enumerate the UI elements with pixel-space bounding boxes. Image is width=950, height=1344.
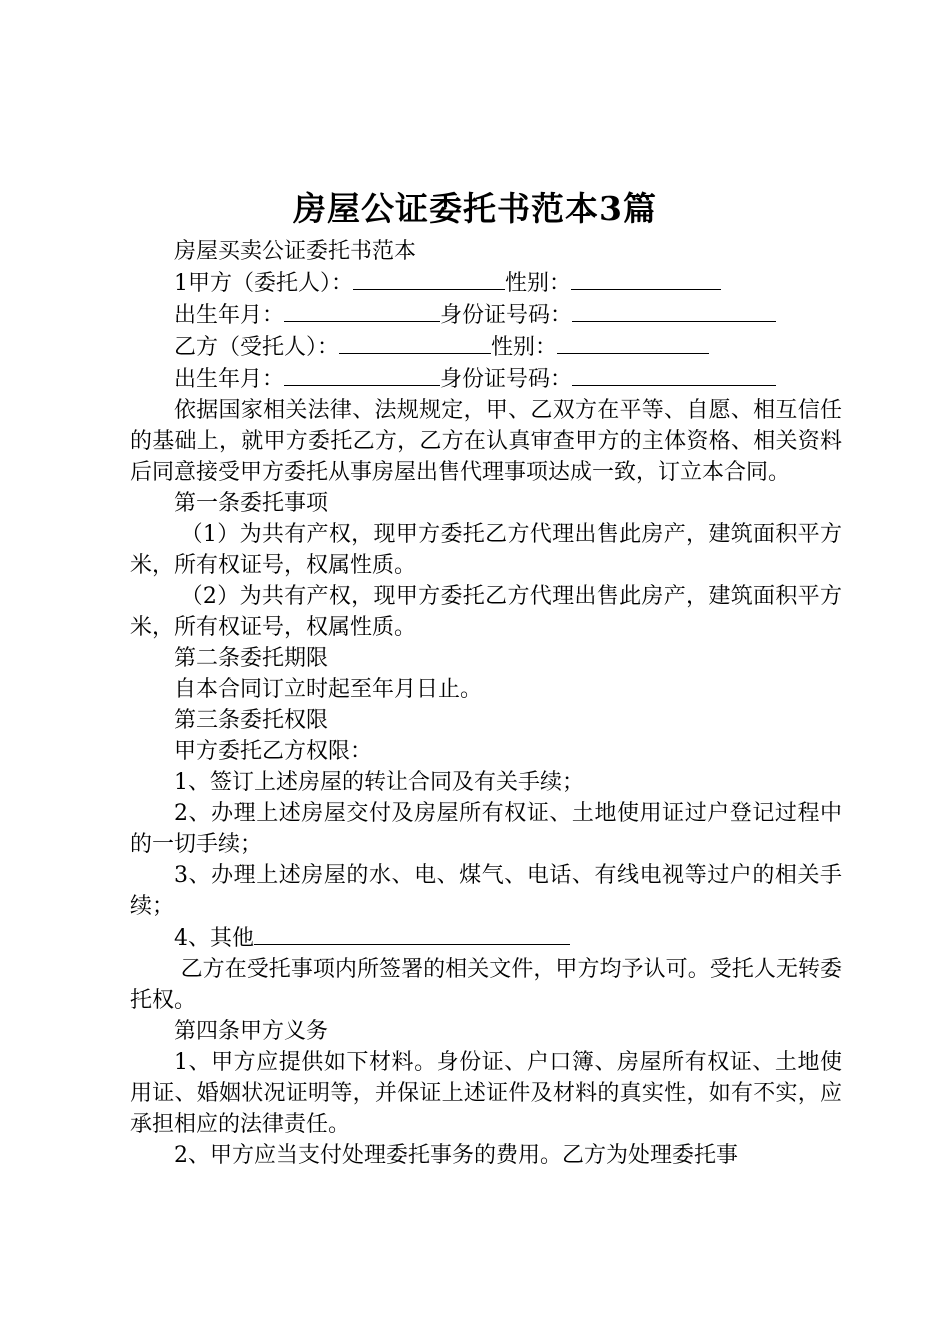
article3-intro: 甲方委托乙方权限： [174,739,373,764]
article4-item1: 1、甲方应提供如下材料。身份证、户口簿、房屋所有权证、土地使用证、婚姻状况证明等，并保证上述证件及材料的真实性，如有不实，应承担相应的法律责任。 [130,1050,842,1137]
party-a-line [130,267,842,299]
party-a-gender-label: 性别： [505,271,572,296]
party-a-gender-blank [571,267,721,290]
article3-item4-line [130,922,842,954]
party-a-id-label: 身份证号码： [440,303,573,328]
article4-item2: 2、甲方应当支付处理委托事务的费用。乙方为处理委托事 [174,1143,738,1168]
article1-item2: （2）为共有产权，现甲方委托乙方代理出售此房产，建筑面积平方米，所有权证号，权属性质。 [130,584,842,640]
party-a-birth-blank [284,299,440,322]
party-a-name-blank [353,267,505,290]
party-b-birth-line [130,363,842,395]
party-b-gender-label: 性别： [491,335,558,360]
party-b-birth-blank [284,363,440,386]
article4-title: 第四条甲方义务 [174,1019,329,1044]
party-a-birth-label: 出生年月： [174,303,285,328]
document-body [130,236,842,1171]
party-b-name-blank [339,331,491,354]
party-b-id-label: 身份证号码： [440,367,573,392]
article3-other-blank [254,922,570,945]
party-b-line [130,331,842,363]
article3-item1: 1、签订上述房屋的转让合同及有关手续； [174,770,584,795]
article3-item3: 3、办理上述房屋的水、电、煤气、电话、有线电视等过户的相关手续； [130,863,842,919]
party-b-birth-label: 出生年月： [174,367,285,392]
party-b-label: 乙方（受托人）： [174,335,340,360]
article2-text: 自本合同订立时起至年月日止。 [174,677,483,702]
party-b-gender-blank [557,331,709,354]
article3-title: 第三条委托权限 [174,708,329,733]
article3-item4: 4、其他 [174,926,254,951]
party-a-id-blank [572,299,776,322]
party-a-label: 1甲方（委托人）： [174,271,353,296]
party-b-id-blank [572,363,776,386]
article3-item2: 2、办理上述房屋交付及房屋所有权证、土地使用证过户登记过程中的一切手续； [130,801,842,857]
article1-title: 第一条委托事项 [174,491,329,516]
article1-item1: （1）为共有产权，现甲方委托乙方代理出售此房产，建筑面积平方米，所有权证号，权属性质。 [130,522,842,578]
article2-title: 第二条委托期限 [174,646,329,671]
party-a-birth-line [130,299,842,331]
intro-paragraph: 依据国家相关法律、法规规定，甲、乙双方在平等、自愿、相互信任的基础上，就甲方委托乙方，乙方在认真审查甲方的主体资格、相关资料后同意接受甲方委托从事房屋出售代理事项达成一致，订立本合同。 [130,398,842,485]
document-title: 房屋公证委托书范本3篇 [293,189,657,228]
article3-note: 乙方在受托事项内所签署的相关文件，甲方均予认可。受托人无转委托权。 [130,957,842,1013]
document-subtitle: 房屋买卖公证委托书范本 [174,239,417,264]
